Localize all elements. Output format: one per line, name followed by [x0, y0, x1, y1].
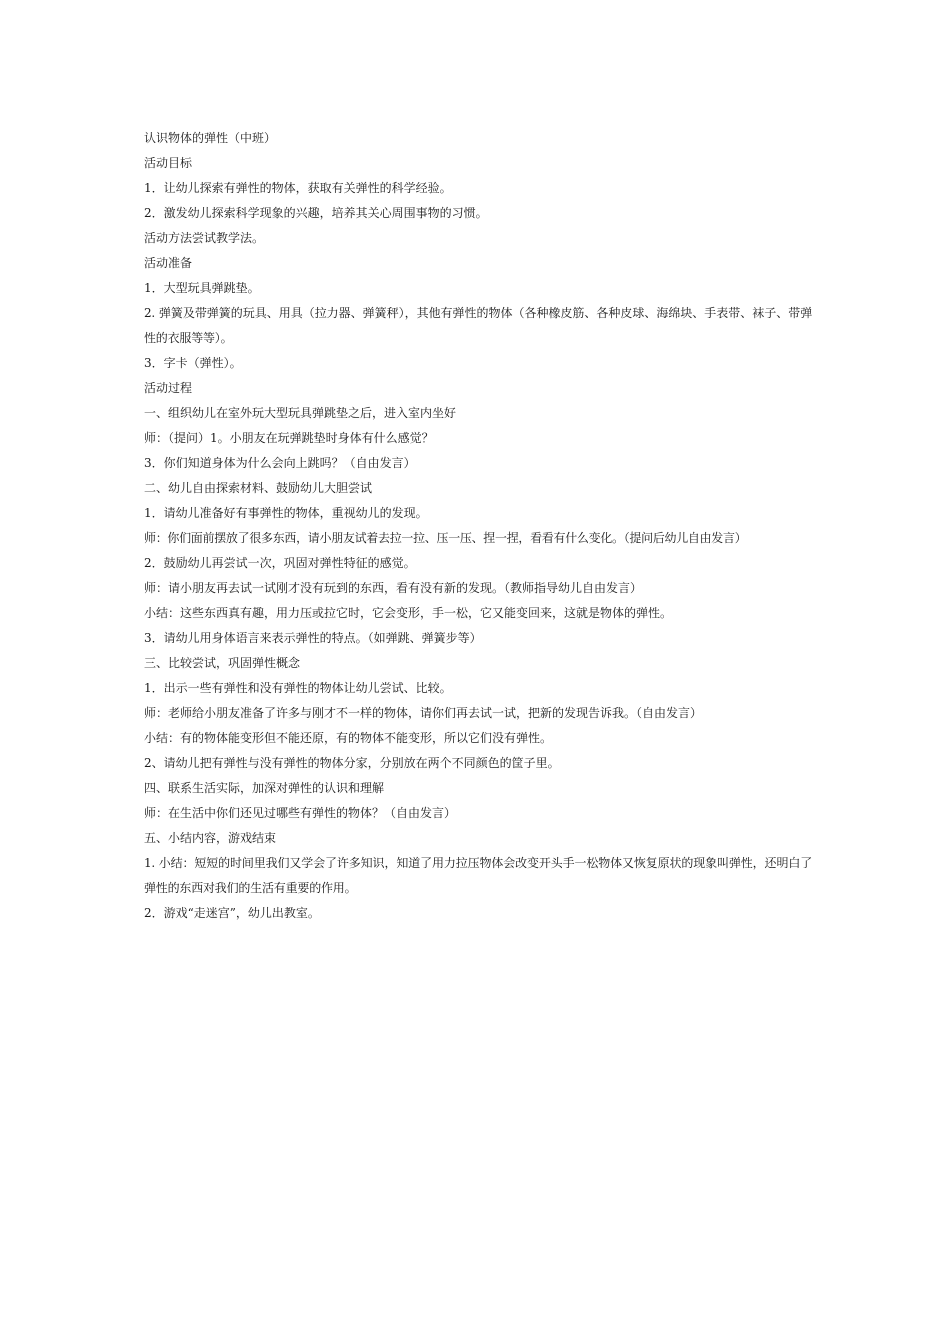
text-line: 3．你们知道身体为什么会向上跳吗？（自由发言）: [144, 456, 416, 470]
text-line: 三、比较尝试，巩固弹性概念: [144, 656, 301, 670]
text-line: 师：老师给小朋友准备了许多与刚才不一样的物体，请你们再去试一试，把新的发现告诉我。（自由发言）: [144, 706, 703, 720]
text-line: 师：请小朋友再去试一试刚才没有玩到的东西，看有没有新的发现。（教师指导幼儿自由发言）: [144, 581, 643, 595]
text-line: 3．请幼儿用身体语言来表示弹性的特点。（如弹跳、弹簧步等）: [144, 631, 482, 645]
text-line: 小结：这些东西真有趣，用力压或拉它时，它会变形，手一松，它又能变回来，这就是物体的弹性。: [144, 606, 673, 620]
text-line: 1．大型玩具弹跳垫。: [144, 281, 260, 295]
document-body: [144, 126, 812, 926]
text-line: 二、幼儿自由探索材料、鼓励幼儿大胆尝试: [144, 481, 373, 495]
text-line: 2．鼓励幼儿再尝试一次，巩固对弹性特征的感觉。: [144, 556, 416, 570]
text-line: 小结：有的物体能变形但不能还原，有的物体不能变形，所以它们没有弹性。: [144, 731, 553, 745]
text-paragraph: 1. 小结：短短的时间里我们又学会了许多知识，知道了用力拉压物体会改变开头手一松物体又恢复原状的现象叫弹性，还明白了弹性的东西对我们的生活有重要的作用。: [144, 856, 812, 895]
text-line: 一、组织幼儿在室外玩大型玩具弹跳垫之后，进入室内坐好: [144, 406, 457, 420]
section-heading: 活动目标: [144, 156, 193, 170]
document-title: 认识物体的弹性（中班）: [144, 131, 277, 145]
text-line: 1．请幼儿准备好有事弹性的物体，重视幼儿的发现。: [144, 506, 428, 520]
section-heading: 活动过程: [144, 381, 193, 395]
text-line: 活动方法尝试教学法。: [144, 231, 265, 245]
section-heading: 活动准备: [144, 256, 193, 270]
text-line: 五、小结内容，游戏结束: [144, 831, 277, 845]
text-line: 3．字卡（弹性）。: [144, 356, 242, 370]
text-line: 1．让幼儿探索有弹性的物体，获取有关弹性的科学经验。: [144, 181, 452, 195]
text-line: 2、请幼儿把有弹性与没有弹性的物体分家，分别放在两个不同颜色的筐子里。: [144, 756, 560, 770]
text-line: 师：在生活中你们还见过哪些有弹性的物体？（自由发言）: [144, 806, 457, 820]
text-line: 师：（提问）1。小朋友在玩弹跳垫时身体有什么感觉？: [144, 431, 434, 445]
text-paragraph: 2. 弹簧及带弹簧的玩具、用具（拉力器、弹簧秤），其他有弹性的物体（各种橡皮筋、各种皮球、海绵块、手表带、袜子、带弹性的衣服等等）。: [144, 306, 812, 345]
text-line: 1．出示一些有弹性和没有弹性的物体让幼儿尝试、比较。: [144, 681, 452, 695]
text-line: 师：你们面前摆放了很多东西，请小朋友试着去拉一拉、压一压、捏一捏，看看有什么变化。（提问后幼儿自由发言）: [144, 531, 747, 545]
text-line: 2．激发幼儿探索科学现象的兴趣，培养其关心周围事物的习惯。: [144, 206, 488, 220]
text-line: 四、联系生活实际，加深对弹性的认识和理解: [144, 781, 385, 795]
text-line: 2．游戏“走迷宫”，幼儿出教室。: [144, 906, 320, 920]
